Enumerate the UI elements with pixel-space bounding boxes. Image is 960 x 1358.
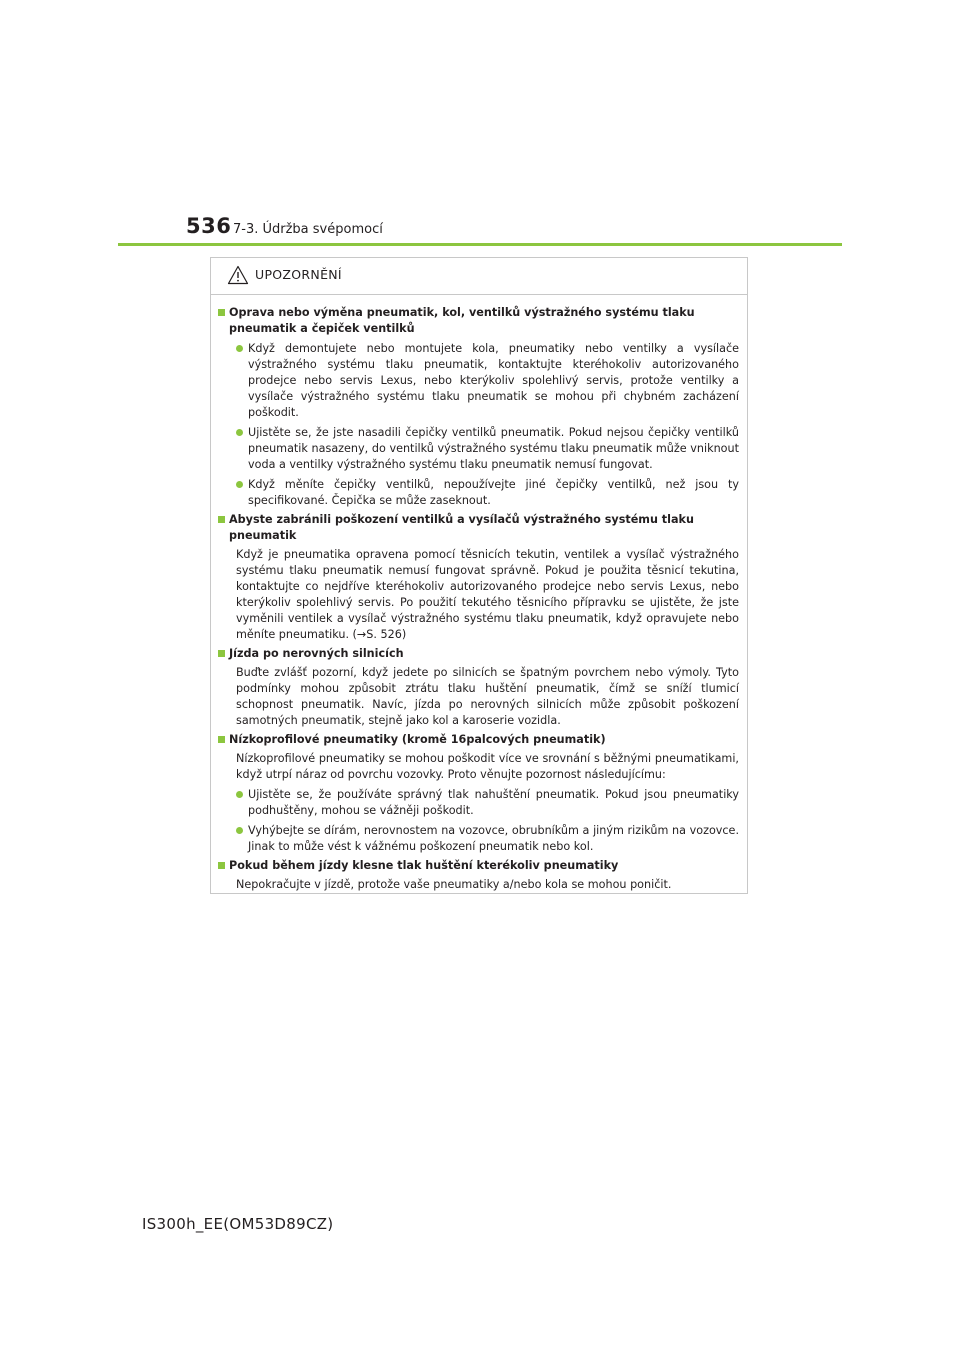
header-rule [118, 243, 842, 246]
page-number: 536 [186, 214, 232, 238]
square-bullet-icon [218, 862, 225, 869]
section-title: 7-3. Údržba svépomocí [233, 222, 383, 237]
circle-bullet-icon [236, 827, 243, 834]
heading-valve-damage [218, 512, 739, 544]
bullet-item [218, 787, 739, 819]
square-bullet-icon [218, 516, 225, 523]
paragraph: Nepokračujte v jízdě, protože vaše pneumatiky a/nebo kola se mohou poničit. [236, 878, 672, 891]
heading-low-profile-tires [218, 732, 739, 748]
heading-text: Oprava nebo výměna pneumatik, kol, ventilků výstražného systému tlaku pneumatik a čepiček ventilků [229, 306, 695, 335]
bullet-item [218, 823, 739, 855]
bullet-text: Ujistěte se, že jste nasadili čepičky ventilků pneumatik. Pokud nejsou čepičky ventilků pneumatik nasazeny, do ventilků výstražného systému tlaku pneumatik může vniknout voda a ventilky výstražného systému tlaku pneumatik nemusí fungovat. [248, 426, 739, 471]
bullet-item [218, 341, 739, 421]
circle-bullet-icon [236, 481, 243, 488]
bullet-text: Když měníte čepičky ventilků, nepoužívejte jiné čepičky ventilků, než jsou ty specifikované. Čepička se může zaseknout. [248, 478, 739, 507]
paragraph: Nízkoprofilové pneumatiky se mohou poškodit více ve srovnání s běžnými pneumatikami, když utrpí náraz od povrchu vozovky. Proto věnujte pozornost následujícímu: [236, 752, 739, 781]
heading-pressure-drop [218, 858, 739, 874]
bullet-item [218, 477, 739, 509]
heading-text: Jízda po nerovných silnicích [229, 647, 404, 660]
heading-text: Nízkoprofilové pneumatiky (kromě 16palcových pneumatik) [229, 733, 606, 746]
paragraph: Buďte zvlášť pozorní, když jedete po silnicích se špatným povrchem nebo výmoly. Tyto podmínky mohou způsobit ztrátu tlaku huštění pneumatik, čímž se sníží tlumicí schopnost pneumatik. Navíc, jízda po nerovných silnicích může způsobit poškození samotných pneumatik, stejně jako kol a karoserie vozidla. [236, 666, 739, 727]
footer-code: IS300h_EE(OM53D89CZ) [142, 1215, 334, 1233]
heading-text: Abyste zabránili poškození ventilků a vysílačů výstražného systému tlaku pneumatik [229, 513, 694, 542]
square-bullet-icon [218, 309, 225, 316]
square-bullet-icon [218, 650, 225, 657]
warning-triangle-icon [227, 265, 249, 285]
heading-rough-roads [218, 646, 739, 662]
circle-bullet-icon [236, 791, 243, 798]
bullet-text: Když demontujete nebo montujete kola, pneumatiky nebo ventilky a vysílače výstražného systému tlaku pneumatik, kontaktujte kteréhokoliv autorizovaného prodejce nebo servis Lexus, nebo kterýkoliv spolehlivý servis, protože ventilky a vysílače výstražného systému tlaku pneumatik se mohou při chybném zacházení poškodit. [248, 342, 739, 419]
bullet-text: Ujistěte se, že používáte správný tlak nahuštění pneumatik. Pokud jsou pneumatiky podhuštěny, mohou se vážněji poškodit. [248, 788, 739, 817]
warning-body [211, 295, 747, 893]
warning-box [210, 257, 748, 894]
heading-text: Pokud během jízdy klesne tlak huštění kterékoliv pneumatiky [229, 859, 619, 872]
heading-tire-repair [218, 305, 739, 337]
warning-header [211, 258, 747, 295]
bullet-text: Vyhýbejte se dírám, nerovnostem na vozovce, obrubníkům a jiným rizikům na vozovce. Jinak to může vést k vážnému poškození pneumatik nebo kol. [248, 824, 739, 853]
circle-bullet-icon [236, 429, 243, 436]
warning-title: UPOZORNĚNÍ [255, 267, 342, 282]
square-bullet-icon [218, 736, 225, 743]
paragraph: Když je pneumatika opravena pomocí těsnicích tekutin, ventilek a vysílač výstražného systému tlaku pneumatik nemusí fungovat správně. Pokud je použita těsnicí tekutina, kontaktujte co nejdříve kteréhokoliv autorizovaného prodejce nebo servis Lexus, nebo kterýkoliv spolehlivý servis. Po použití tekutého těsnicího přípravku se ujistěte, že jste vyměnili ventilek a vysílač výstražného systému tlaku pneumatik, když opravujete nebo měníte pneumatiku. (→S. 526) [236, 548, 739, 641]
circle-bullet-icon [236, 345, 243, 352]
bullet-item [218, 425, 739, 473]
